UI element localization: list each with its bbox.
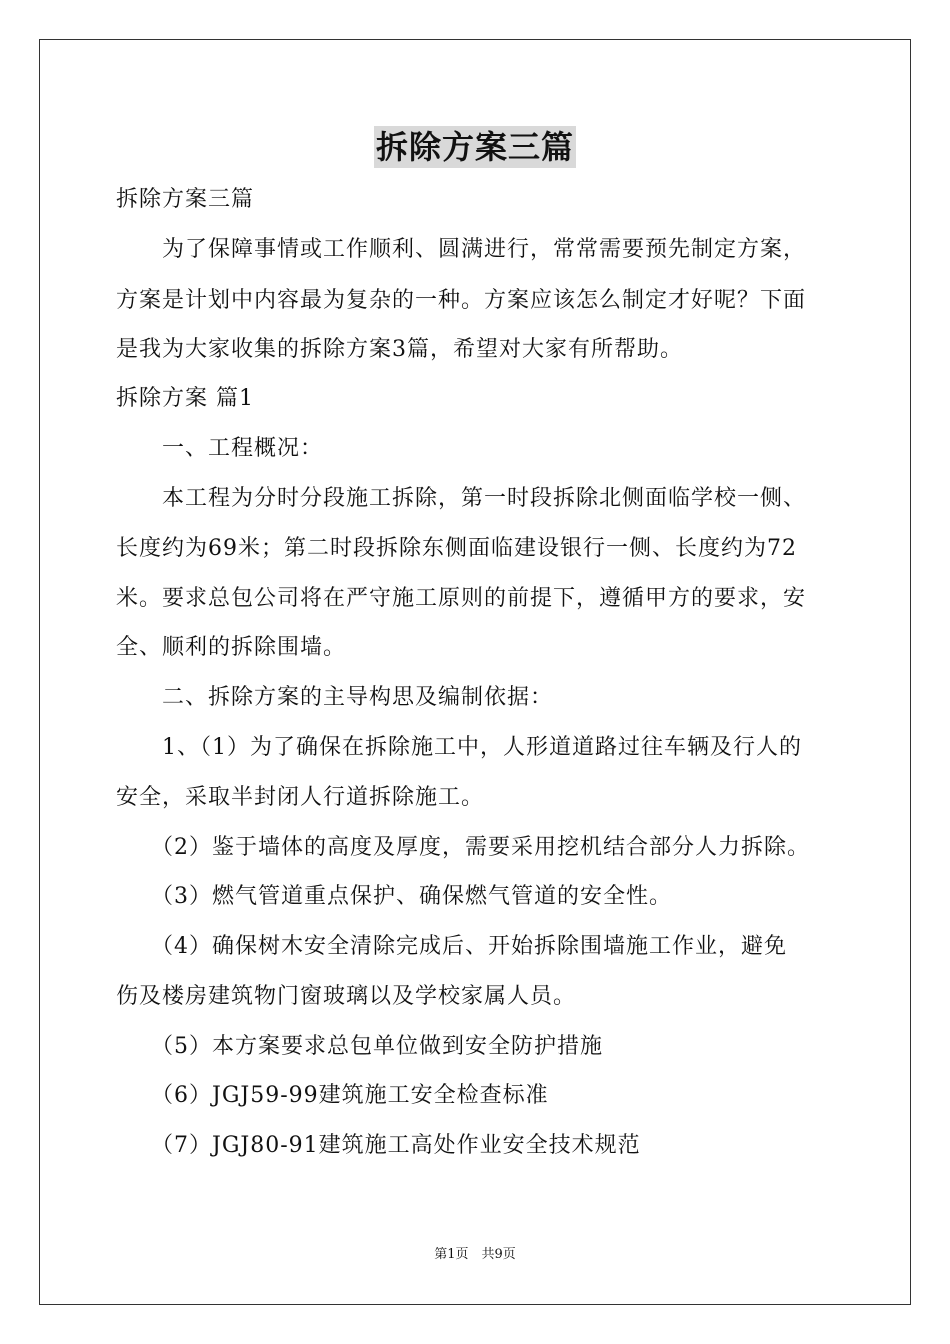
text-line: 安全，采取半封闭人行道拆除施工。 — [116, 785, 485, 810]
text-line: （2）鉴于墙体的高度及厚度，需要采用挖机结合部分人力拆除。 — [116, 835, 810, 860]
text-line: 二、拆除方案的主导构思及编制依据： — [116, 685, 554, 710]
page-footer: 第1页 共9页 — [434, 1247, 516, 1262]
text-line: （7）JGJ80-91建筑施工高处作业安全技术规范 — [116, 1133, 641, 1158]
text-line: 全、顺利的拆除围墙。 — [116, 635, 347, 660]
text-line: （3）燃气管道重点保护、确保燃气管道的安全性。 — [116, 884, 672, 909]
text-line: 方案是计划中内容最为复杂的一种。方案应该怎么制定才好呢？下面 — [116, 288, 807, 313]
text-line: 米。要求总包公司将在严守施工原则的前提下，遵循甲方的要求，安 — [116, 586, 807, 611]
text-line: （4）确保树木安全清除完成后、开始拆除围墙施工作业，避免 — [116, 934, 787, 959]
text-line: 拆除方案三篇 — [116, 187, 255, 212]
page-border — [39, 39, 911, 1305]
text-line: 本工程为分时分段施工拆除，第一时段拆除北侧面临学校一侧、 — [116, 486, 807, 511]
text-line: 伤及楼房建筑物门窗玻璃以及学校家属人员。 — [116, 984, 577, 1009]
text-line: 是我为大家收集的拆除方案3篇，希望对大家有所帮助。 — [116, 337, 683, 362]
text-line: 拆除方案 篇1 — [116, 386, 254, 411]
text-line: 一、工程概况： — [116, 436, 324, 461]
text-line: （5）本方案要求总包单位做到安全防护措施 — [116, 1034, 603, 1059]
document-title: 拆除方案三篇 — [375, 128, 574, 166]
text-line: 长度约为69米；第二时段拆除东侧面临建设银行一侧、长度约为72 — [116, 536, 797, 561]
title-wrap — [0, 126, 950, 168]
text-line: 为了保障事情或工作顺利、圆满进行，常常需要预先制定方案， — [116, 237, 807, 262]
text-line: 1、（1）为了确保在拆除施工中，人形道道路过往车辆及行人的 — [116, 735, 802, 760]
text-line: （6）JGJ59-99建筑施工安全检查标准 — [116, 1083, 549, 1108]
